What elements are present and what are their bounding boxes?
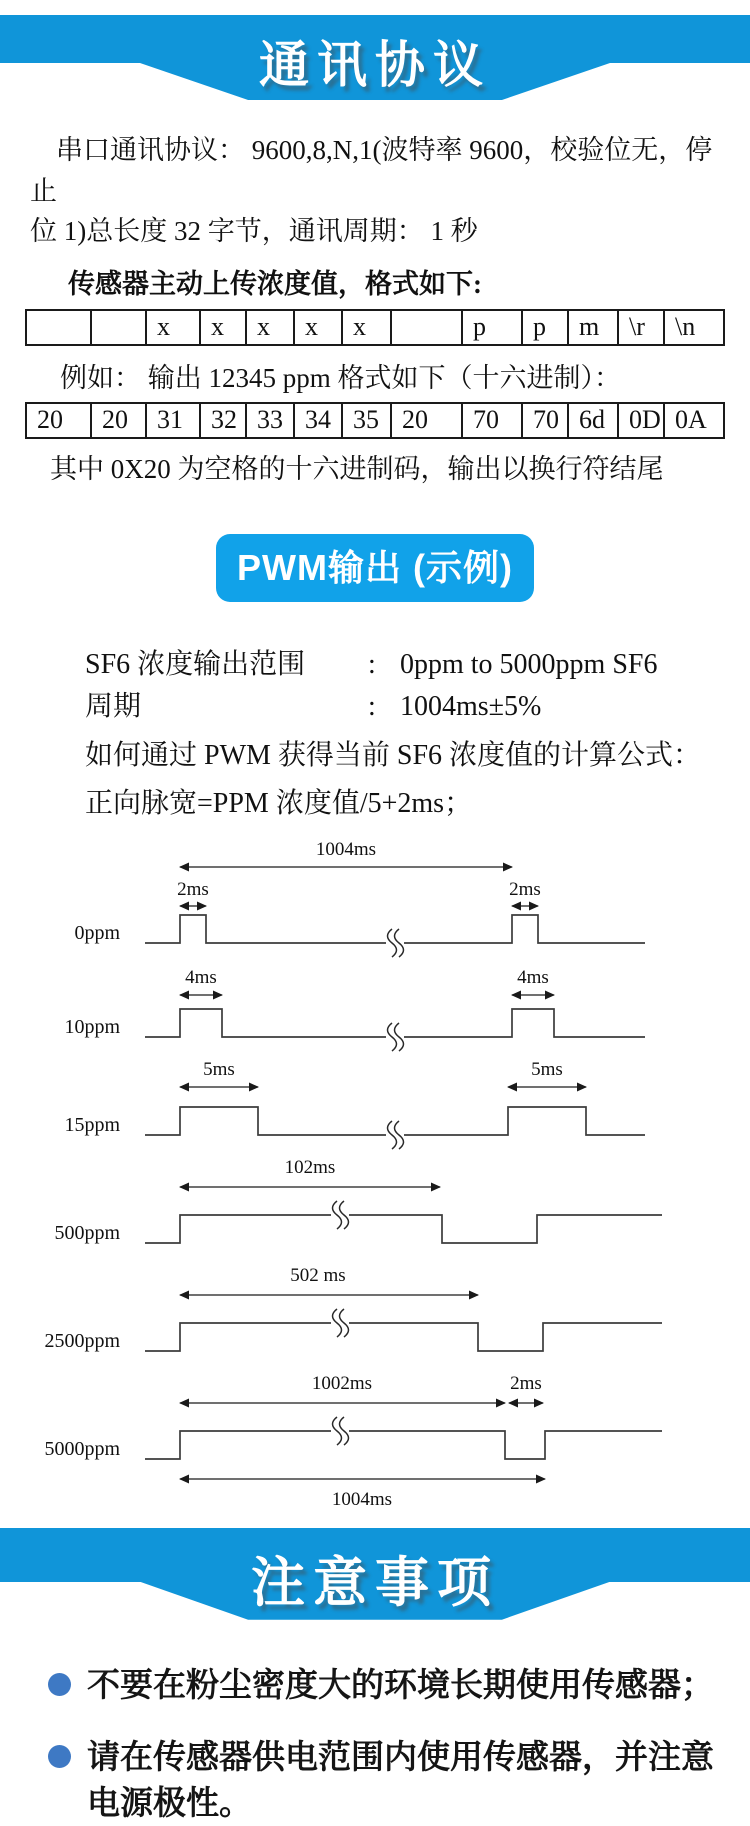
- table-cell: x: [246, 310, 294, 345]
- section-banner-notice: [0, 1528, 750, 1620]
- table-cell: [91, 310, 146, 345]
- pwm-waveform-figure: [0, 839, 750, 1513]
- waveform-row-500ppm: [0, 1157, 750, 1261]
- table-cell: 20: [26, 403, 91, 438]
- waveform-row-10ppm: [0, 967, 750, 1055]
- spec-row-range: [85, 644, 750, 686]
- pulse-width-label: 5ms: [531, 1058, 563, 1080]
- table-cell: 33: [246, 403, 294, 438]
- bullet-icon: [48, 1673, 71, 1696]
- upload-format-note: 传感器主动上传浓度值，格式如下:: [68, 268, 482, 299]
- table-cell: x: [342, 310, 391, 345]
- spec-label: SF6 浓度输出范围: [85, 648, 306, 680]
- period-label: 1004ms: [315, 838, 377, 860]
- row-label: 0ppm: [74, 921, 120, 944]
- pulse-width-label: 4ms: [517, 966, 549, 988]
- waveform-row-15ppm: [0, 1059, 750, 1153]
- table-row: [26, 403, 724, 438]
- table-cell: \r: [618, 310, 664, 345]
- table-cell: x: [200, 310, 246, 345]
- example-caption: 例如： 输出 12345 ppm 格式如下（十六进制）：: [60, 362, 622, 393]
- table-cell: 0D: [618, 403, 664, 438]
- pulse-width-label: 4ms: [185, 966, 217, 988]
- high-width-label: 1002ms: [311, 1372, 373, 1394]
- row-label: 500ppm: [54, 1221, 120, 1244]
- table-cell: 20: [391, 403, 462, 438]
- section-banner-protocol: [0, 15, 750, 100]
- row-label: 15ppm: [64, 1113, 120, 1136]
- notice-text: 不要在粉尘密度大的环境长期使用传感器；: [87, 1665, 714, 1703]
- waveform-row-0ppm: [0, 839, 750, 963]
- period-label: 1004ms: [331, 1488, 393, 1510]
- hex-example-table: [25, 402, 725, 439]
- formula: 正向脉宽=PPM 浓度值/5+2ms；: [85, 788, 473, 820]
- spec-colon: :: [368, 690, 376, 722]
- pwm-output-heading: PWM输出 (示例): [216, 534, 534, 602]
- pulse-width-label: 5ms: [203, 1058, 235, 1080]
- row-label: 2500ppm: [44, 1329, 120, 1352]
- format-table: [25, 309, 725, 346]
- table-cell: 32: [200, 403, 246, 438]
- table-cell: 34: [294, 403, 342, 438]
- notice-text: 请在传感器供电范围内使用传感器，并注意电源极性。: [87, 1737, 714, 1822]
- row-label: 10ppm: [64, 1015, 120, 1038]
- notice-list: [48, 1662, 714, 1826]
- table-cell: m: [568, 310, 618, 345]
- pulse-width-label: 2ms: [509, 878, 541, 900]
- spec-value: 0ppm to 5000ppm SF6: [400, 648, 658, 680]
- list-item: [48, 1734, 714, 1826]
- gap-width-label: 2ms: [510, 1372, 542, 1394]
- row-label: 5000ppm: [44, 1437, 120, 1460]
- high-width-label: 102ms: [284, 1156, 336, 1178]
- table-cell: 6d: [568, 403, 618, 438]
- table-cell: 35: [342, 403, 391, 438]
- table-cell: 20: [91, 403, 146, 438]
- high-width-label: 502 ms: [290, 1264, 346, 1286]
- table-cell: p: [522, 310, 568, 345]
- notice-title: 注意事项: [251, 1552, 499, 1613]
- hex-note: 其中 0X20 为空格的十六进制码，输出以换行符结尾: [50, 453, 664, 484]
- protocol-line-2: 位 1)总长度 32 字节，通讯周期： 1 秒: [30, 216, 478, 246]
- waveform-row-2500ppm: [0, 1265, 750, 1369]
- table-cell: x: [146, 310, 200, 345]
- table-cell: p: [462, 310, 522, 345]
- list-item: [48, 1662, 714, 1708]
- spec-value: 1004ms±5%: [400, 690, 542, 722]
- table-cell: 70: [522, 403, 568, 438]
- spec-row-period: [85, 686, 750, 728]
- page-title: 通讯协议: [259, 37, 491, 93]
- spec-colon: :: [368, 648, 376, 680]
- formula-intro: 如何通过 PWM 获得当前 SF6 浓度值的计算公式：: [85, 739, 702, 771]
- pwm-spec-block: [0, 644, 750, 825]
- table-cell: 0A: [664, 403, 724, 438]
- table-row: [26, 310, 724, 345]
- protocol-line-1: 串口通讯协议： 9600,8,N,1(波特率 9600，校验位无，停止: [30, 135, 713, 206]
- table-cell: 70: [462, 403, 522, 438]
- waveform-row-5000ppm: [0, 1373, 750, 1513]
- table-cell: [26, 310, 91, 345]
- spec-label: 周期: [85, 690, 142, 722]
- table-cell: \n: [664, 310, 724, 345]
- table-cell: [391, 310, 462, 345]
- table-cell: x: [294, 310, 342, 345]
- pulse-width-label: 2ms: [177, 878, 209, 900]
- bullet-icon: [48, 1745, 71, 1768]
- table-cell: 31: [146, 403, 200, 438]
- protocol-paragraph: [30, 130, 722, 252]
